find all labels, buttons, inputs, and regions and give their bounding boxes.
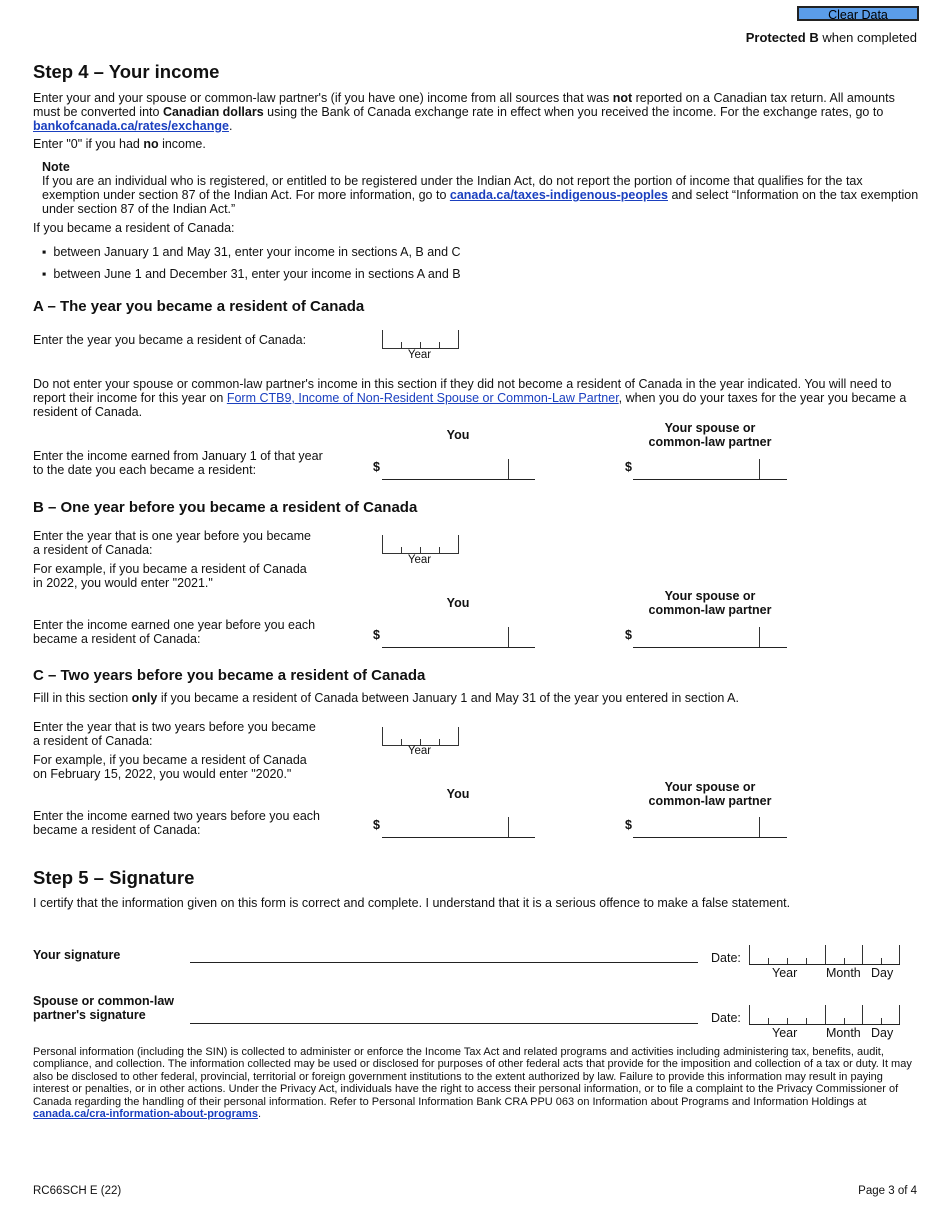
spouse-income-input[interactable] — [633, 627, 787, 648]
step5-title: Step 5 – Signature — [33, 867, 195, 888]
spouse-header: Your spouse or common-law partner — [648, 780, 772, 808]
dollar-sign: $ — [625, 460, 632, 474]
year-input[interactable] — [382, 330, 459, 349]
bullet-item: ▪ between June 1 and December 31, enter your income in sections A and B — [42, 267, 461, 281]
you-income-input[interactable] — [382, 817, 535, 838]
spouse-signature-line[interactable] — [190, 1023, 698, 1024]
example-text: For example, if you became a resident of Canada in 2022, you would enter "2021." — [33, 562, 307, 590]
section-a-title: A – The year you became a resident of Canada — [33, 298, 365, 315]
zero-instruction: Enter "0" if you had no income. — [33, 137, 206, 151]
ctb9-form-link[interactable]: Form CTB9, Income of Non-Resident Spouse or Common-Law Partner — [226, 391, 619, 405]
day-label: Day — [871, 1026, 894, 1040]
date-label: Date: — [711, 1011, 741, 1025]
spouse-header: Your spouse or common-law partner — [648, 421, 772, 449]
spouse-income-input[interactable] — [633, 817, 787, 838]
dollar-sign: $ — [373, 460, 380, 474]
dollar-sign: $ — [373, 818, 380, 832]
month-label: Month — [826, 966, 861, 980]
your-signature-date-input[interactable] — [749, 945, 900, 965]
year-label: Year — [407, 554, 432, 566]
month-label: Month — [826, 1026, 861, 1040]
spouse-signature-date-input[interactable] — [749, 1005, 900, 1025]
year-label: Year — [407, 349, 432, 361]
step4-title: Step 4 – Your income — [33, 61, 220, 82]
year-input[interactable] — [382, 535, 459, 554]
note-text: If you are an individual who is registered, or entitled to be registered under the Indian Act, do not report the portion of income that qualifies for the tax exemption under section 87 of the Indian Act. For more information, go to canada.ca/taxes-indigenous-peoples and select “Information on the tax exemption under section 87 of the Indian Act.” — [42, 174, 919, 216]
example-text: For example, if you became a resident of Canada on February 15, 2022, you would enter "2020." — [33, 753, 307, 781]
your-signature-line[interactable] — [190, 962, 698, 963]
you-income-input[interactable] — [382, 459, 535, 480]
you-header: You — [446, 596, 470, 610]
dollar-sign: $ — [373, 628, 380, 642]
dollar-sign: $ — [625, 818, 632, 832]
page-number: Page 3 of 4 — [858, 1185, 917, 1197]
section-b-title: B – One year before you became a resident of Canada — [33, 499, 418, 516]
your-signature-label: Your signature — [33, 948, 121, 962]
year-label: Year — [407, 745, 432, 757]
you-income-input[interactable] — [382, 627, 535, 648]
spouse-signature-label: Spouse or common-law partner's signature — [33, 994, 174, 1022]
spouse-header: Your spouse or common-law partner — [648, 589, 772, 617]
indigenous-link[interactable]: canada.ca/taxes-indigenous-peoples — [449, 188, 668, 202]
income-prompt: Enter the income earned two years before you each became a resident of Canada: — [33, 809, 320, 837]
form-code: RC66SCH E (22) — [33, 1185, 122, 1197]
you-header: You — [446, 787, 470, 801]
section-c-instruction: Fill in this section only if you became a resident of Canada between January 1 and May 31 of the year you entered in section A. — [33, 691, 739, 705]
bankofcanada-link[interactable]: bankofcanada.ca/rates/exchange — [33, 119, 229, 133]
year-input[interactable] — [382, 727, 459, 746]
dollar-sign: $ — [625, 628, 632, 642]
day-label: Day — [871, 966, 894, 980]
certify-text: I certify that the information given on this form is correct and complete. I understand that it is a serious offence to make a false statement. — [33, 896, 791, 910]
you-header: You — [446, 428, 470, 442]
spouse-income-input[interactable] — [633, 459, 787, 480]
year-prompt: Enter the year that is two years before you became a resident of Canada: — [33, 720, 316, 748]
year-label: Year — [772, 966, 798, 980]
if-resident-text: If you became a resident of Canada: — [33, 221, 235, 235]
section-c-title: C – Two years before you became a resident of Canada — [33, 667, 426, 684]
year-label: Year — [772, 1026, 798, 1040]
privacy-statement: Personal information (including the SIN) is collected to administer or enforce the Income Tax Act and related programs and activities including administering tax, benefits, audit, compliance, and collection. The information collected may be used or disclosed for purposes of other federal acts that provide for the imposition and collection of a tax or duty. It may also be disclosed to other federal, provincial, territorial or foreign government institutions to the extent authorized by law. Failure to provide this information may result in paying interest or penalties, or in other actions. Under the Privacy Act, individuals have the right to access their personal information, or to file a complaint to the Privacy Commissioner of Canada regarding the handling of their personal information. Refer to Personal Information Bank CRA PPU 063 on Information about Programs and Information Holdings at canada.ca/cra-information-about-programs. — [33, 1046, 912, 1121]
year-prompt: Enter the year you became a resident of Canada: — [33, 333, 307, 347]
cra-programs-link[interactable]: canada.ca/cra-information-about-programs — [33, 1108, 258, 1121]
note-title: Note — [42, 160, 70, 174]
protected-b-label: Protected B when completed — [745, 30, 917, 45]
date-label: Date: — [711, 951, 741, 965]
section-a-note: Do not enter your spouse or common-law partner's income in this section if they did not become a resident of Canada in the year indicated. You will need to report their income for this year on Form CTB9, Income of Non-Resident Spouse or Common-Law Partner, when you do your taxes for the year you became a resident of Canada. — [33, 377, 907, 419]
bullet-item: ▪ between January 1 and May 31, enter your income in sections A, B and C — [42, 245, 461, 259]
income-prompt: Enter the income earned one year before you each became a resident of Canada: — [33, 618, 316, 646]
step4-intro: Enter your and your spouse or common-law partner's (if you have one) income from all sources that was not reported on a Canadian tax return. All amounts must be converted into Canadian dollars using the Bank of Canada exchange rate in effect when you received the income. For the exchange rates, go to bankofcanada.ca/rates/exchange. — [33, 91, 895, 133]
clear-data-button[interactable]: Clear Data — [797, 6, 919, 21]
year-prompt: Enter the year that is one year before you became a resident of Canada: — [33, 529, 311, 557]
income-prompt: Enter the income earned from January 1 of that year to the date you each became a resident: — [33, 449, 323, 477]
